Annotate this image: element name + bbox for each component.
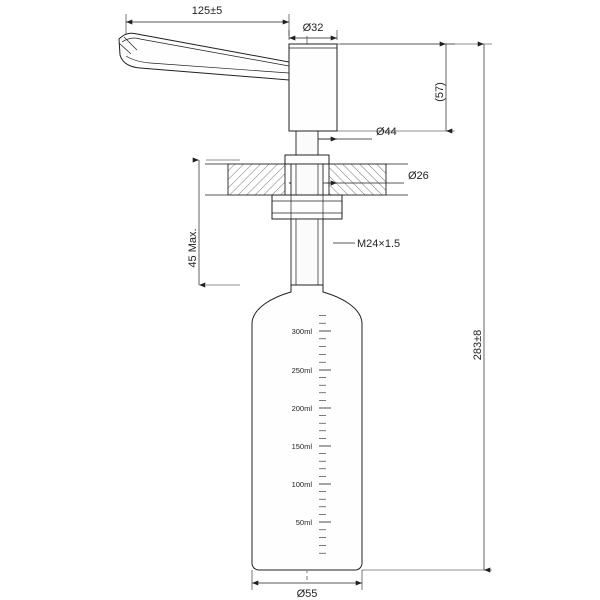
dimension-head-diameter — [289, 22, 337, 40]
dim-head-height-label: (57) — [434, 82, 446, 102]
mounting-flange — [285, 155, 329, 164]
dimension-thread — [333, 238, 400, 250]
pump-lever — [119, 33, 289, 80]
dim-thread-label: M24×1.5 — [357, 238, 401, 250]
dimension-total-height — [340, 44, 492, 570]
scale-label: 300ml — [291, 327, 312, 336]
pump-head — [289, 44, 337, 131]
dim-spout-reach-label: 125±5 — [191, 5, 223, 17]
dim-head-diameter-label: Ø32 — [302, 22, 324, 34]
threaded-shank — [291, 164, 323, 195]
dim-total-height-label: 283±8 — [472, 329, 484, 361]
dim-hole-diameter-label: Ø26 — [408, 170, 429, 182]
scale-label: 250ml — [291, 366, 312, 375]
dimension-bottle-diameter — [252, 570, 362, 600]
thread-tube — [291, 219, 323, 285]
dim-bottle-diameter-label: Ø55 — [296, 588, 318, 600]
lock-nut — [272, 195, 342, 219]
dim-collar-diameter-label: Ø44 — [376, 126, 397, 138]
dim-counter-thickness-label: 45 Max. — [187, 228, 199, 268]
scale-label: 100ml — [291, 480, 312, 489]
dimension-head-height — [337, 44, 455, 131]
scale-label: 50ml — [295, 518, 312, 527]
scale-label: 150ml — [291, 442, 312, 451]
scale-label: 200ml — [291, 404, 312, 413]
